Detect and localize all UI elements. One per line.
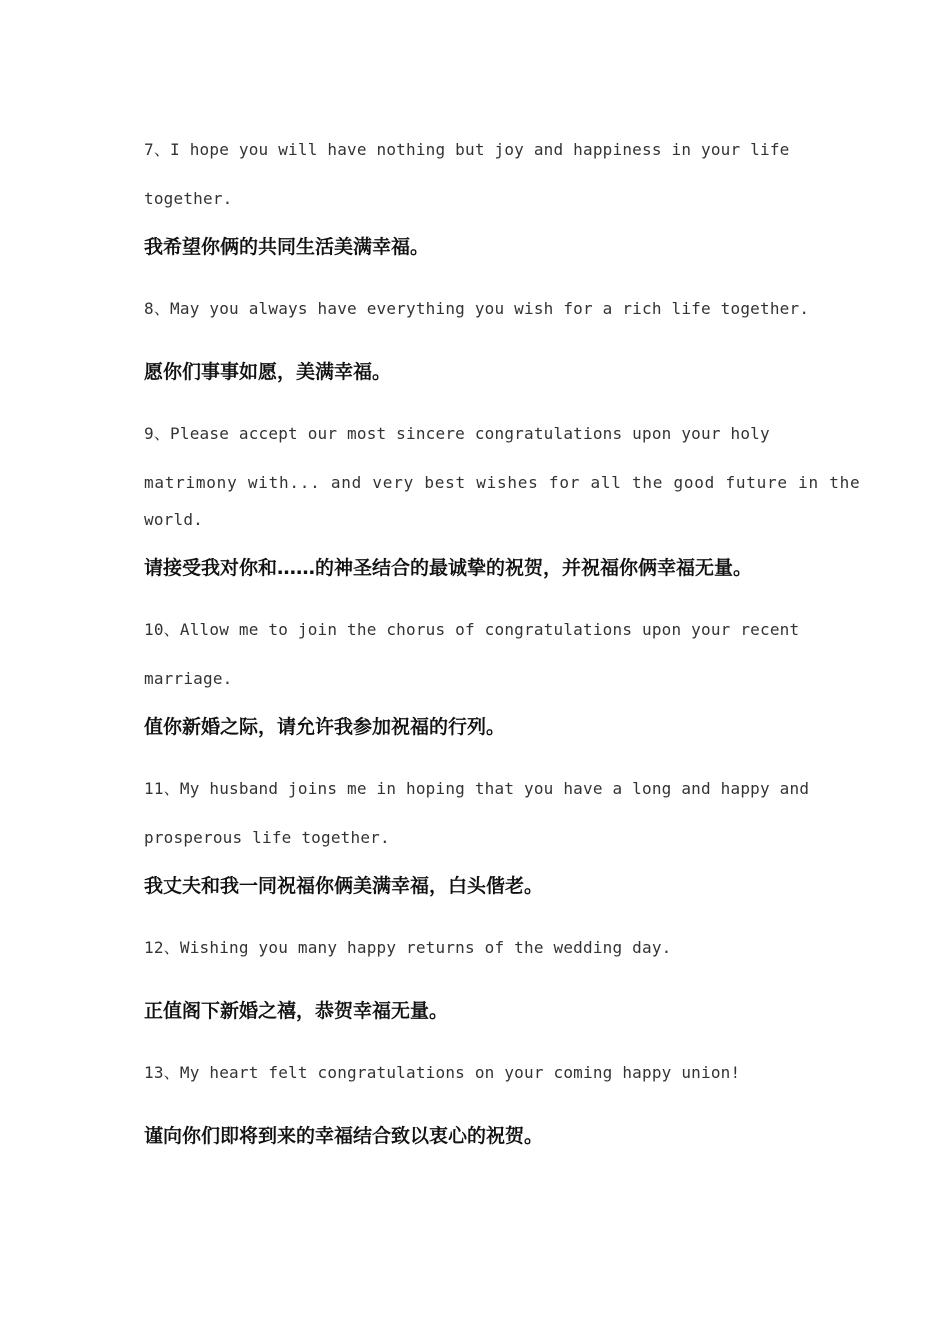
entry-8-chinese: 愿你们事事如愿，美满幸福。 <box>144 361 392 383</box>
entry-13-chinese: 谨向你们即将到来的幸福结合致以衷心的祝贺。 <box>144 1125 544 1147</box>
entry-11-english-line-1: 11、My husband joins me in hoping that you have a long and happy and <box>144 779 810 798</box>
entry-13-english-line-1: 13、My heart felt congratulations on your coming happy union! <box>144 1063 741 1082</box>
entry-9-english-line-2: matrimony with... and very best wishes for all the good future in the <box>144 473 861 492</box>
entry-9-english-line-3: world. <box>144 510 203 529</box>
entry-9-chinese: 请接受我对你和……的神圣结合的最诚挚的祝贺，并祝福你俩幸福无量。 <box>144 557 753 579</box>
entry-7-english-line-2: together. <box>144 189 233 208</box>
entry-11-english-line-2: prosperous life together. <box>144 828 390 847</box>
entry-11-chinese: 我丈夫和我一同祝福你俩美满幸福，白头偕老。 <box>144 875 544 897</box>
entry-10-english-line-2: marriage. <box>144 669 233 688</box>
entry-9-english-line-1: 9、Please accept our most sincere congratulations upon your holy <box>144 424 770 443</box>
entry-10-chinese: 值你新婚之际，请允许我参加祝福的行列。 <box>144 716 506 738</box>
entry-7-english-line-1: 7、I hope you will have nothing but joy and happiness in your life <box>144 140 790 159</box>
entry-12-chinese: 正值阁下新婚之禧，恭贺幸福无量。 <box>144 1000 449 1022</box>
entry-7-chinese: 我希望你俩的共同生活美满幸福。 <box>144 236 430 258</box>
entry-10-english-line-1: 10、Allow me to join the chorus of congratulations upon your recent <box>144 620 800 639</box>
entry-12-english-line-1: 12、Wishing you many happy returns of the wedding day. <box>144 938 672 957</box>
entry-8-english-line-1: 8、May you always have everything you wish for a rich life together. <box>144 299 810 318</box>
